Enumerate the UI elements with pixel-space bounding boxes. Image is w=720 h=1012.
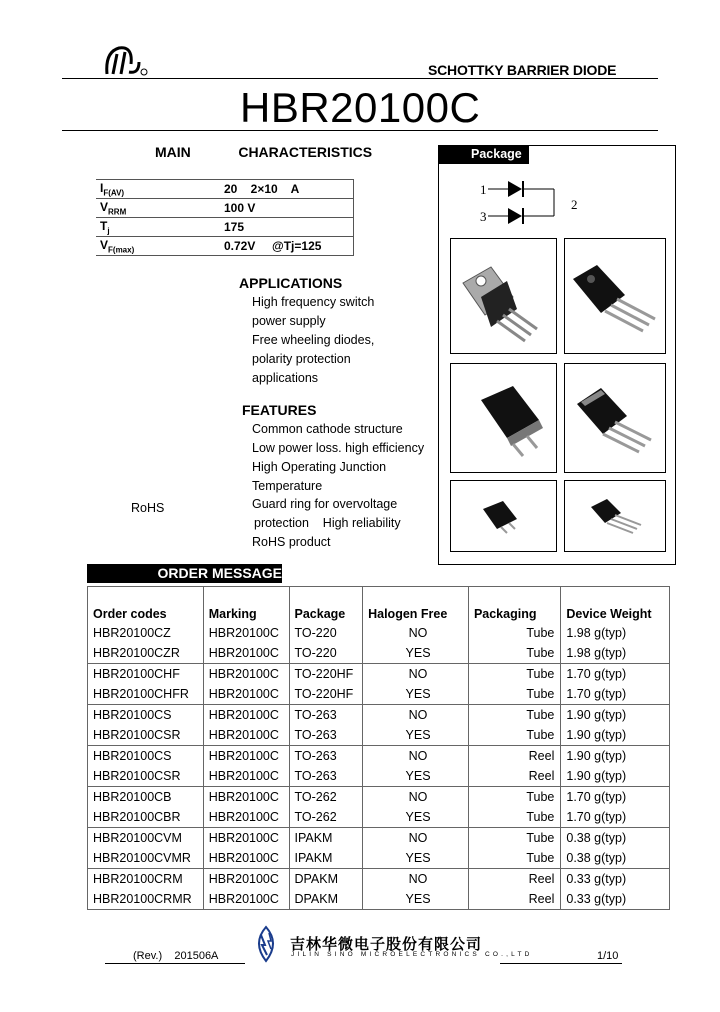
col-marking: Marking bbox=[203, 587, 289, 624]
packaging-cell: Reel bbox=[468, 889, 560, 910]
device-weight-cell: 1.90 g(typ) bbox=[561, 746, 670, 767]
revision: (Rev.) 201506A bbox=[133, 950, 219, 962]
application-item: applications bbox=[252, 371, 319, 385]
device-weight-cell: 1.98 g(typ) bbox=[561, 623, 670, 643]
marking-cell: HBR20100C bbox=[203, 807, 289, 828]
rohs-label: RoHS bbox=[131, 501, 165, 515]
order-code-cell: HBR20100CSR bbox=[88, 725, 204, 746]
marking-cell: HBR20100C bbox=[203, 889, 289, 910]
order-code-cell: HBR20100CS bbox=[88, 705, 204, 726]
char-value: 20 2×10 A bbox=[220, 180, 354, 199]
packaging-cell: Reel bbox=[468, 869, 560, 890]
order-code-cell: HBR20100CBR bbox=[88, 807, 204, 828]
packaging-cell: Tube bbox=[468, 807, 560, 828]
package-cell: TO-220 bbox=[289, 623, 363, 643]
feature-item: High Operating Junction bbox=[252, 460, 387, 474]
marking-cell: HBR20100C bbox=[203, 869, 289, 890]
package-cell: IPAKM bbox=[289, 848, 363, 869]
package-cell: TO-262 bbox=[289, 807, 363, 828]
halogen-free-cell: NO bbox=[363, 664, 469, 685]
company-logo bbox=[103, 44, 149, 78]
feature-item: RoHS product bbox=[252, 535, 331, 549]
feature-item: Low power loss. high efficiency bbox=[252, 441, 425, 455]
col-packaging: Packaging bbox=[468, 587, 560, 624]
package-panel-title: Package bbox=[438, 145, 529, 164]
order-row bbox=[88, 623, 670, 643]
char-row bbox=[96, 218, 354, 237]
marking-cell: HBR20100C bbox=[203, 623, 289, 643]
packaging-cell: Reel bbox=[468, 766, 560, 787]
feature-item: protection High reliability bbox=[254, 516, 401, 530]
packaging-cell: Tube bbox=[468, 643, 560, 664]
halogen-free-cell: NO bbox=[363, 705, 469, 726]
halogen-free-cell: YES bbox=[363, 684, 469, 705]
marking-cell: HBR20100C bbox=[203, 684, 289, 705]
marking-cell: HBR20100C bbox=[203, 725, 289, 746]
packaging-cell: Tube bbox=[468, 725, 560, 746]
footer-rule-right bbox=[500, 963, 622, 964]
main-characteristics-table bbox=[96, 179, 354, 256]
order-row bbox=[88, 705, 670, 726]
char-symbol: $V_{F(max)}$ bbox=[96, 237, 220, 256]
package-cell: TO-220HF bbox=[289, 664, 363, 685]
order-row bbox=[88, 664, 670, 685]
application-item: Free wheeling diodes, bbox=[252, 333, 375, 347]
company-name-cn: 吉林华微电子股份有限公司 bbox=[290, 936, 483, 953]
marking-cell: HBR20100C bbox=[203, 848, 289, 869]
order-row bbox=[88, 828, 670, 849]
order-code-cell: HBR20100CVMR bbox=[88, 848, 204, 869]
order-code-cell: HBR20100CZR bbox=[88, 643, 204, 664]
order-code-cell: HBR20100CZ bbox=[88, 623, 204, 643]
order-row bbox=[88, 848, 670, 869]
order-row bbox=[88, 807, 670, 828]
package-cell: TO-262 bbox=[289, 787, 363, 808]
main-characteristics-title: MAIN CHARACTERISTICS bbox=[155, 144, 373, 160]
char-symbol: $T_j$ bbox=[96, 218, 220, 237]
application-item: High frequency switch bbox=[252, 295, 375, 309]
packaging-cell: Tube bbox=[468, 684, 560, 705]
order-row bbox=[88, 889, 670, 910]
order-code-cell: HBR20100CHF bbox=[88, 664, 204, 685]
halogen-free-cell: YES bbox=[363, 848, 469, 869]
halogen-free-cell: YES bbox=[363, 725, 469, 746]
packaging-cell: Tube bbox=[468, 623, 560, 643]
order-row bbox=[88, 766, 670, 787]
package-cell: TO-263 bbox=[289, 705, 363, 726]
order-row bbox=[88, 643, 670, 664]
packaging-cell: Tube bbox=[468, 664, 560, 685]
marking-cell: HBR20100C bbox=[203, 643, 289, 664]
package-image-dpakm bbox=[450, 480, 557, 552]
title-rule bbox=[62, 130, 658, 131]
order-code-cell: HBR20100CVM bbox=[88, 828, 204, 849]
schematic-symbol bbox=[488, 178, 558, 226]
halogen-free-cell: YES bbox=[363, 889, 469, 910]
halogen-free-cell: YES bbox=[363, 766, 469, 787]
package-cell: TO-220 bbox=[289, 643, 363, 664]
package-cell: TO-220HF bbox=[289, 684, 363, 705]
marking-cell: HBR20100C bbox=[203, 746, 289, 767]
char-symbol: $V_{RRM}$ bbox=[96, 199, 220, 218]
pin-3-label: 3 bbox=[480, 209, 487, 224]
order-table-header bbox=[88, 587, 670, 624]
halogen-free-cell: NO bbox=[363, 623, 469, 643]
feature-item: Guard ring for overvoltage bbox=[252, 497, 398, 511]
char-row bbox=[96, 180, 354, 199]
device-weight-cell: 1.70 g(typ) bbox=[561, 664, 670, 685]
order-code-cell: HBR20100CRMR bbox=[88, 889, 204, 910]
order-code-cell: HBR20100CB bbox=[88, 787, 204, 808]
packaging-cell: Tube bbox=[468, 705, 560, 726]
order-table bbox=[87, 586, 670, 910]
packaging-cell: Tube bbox=[468, 787, 560, 808]
order-row bbox=[88, 787, 670, 808]
packaging-cell: Reel bbox=[468, 746, 560, 767]
device-weight-cell: 0.38 g(typ) bbox=[561, 848, 670, 869]
halogen-free-cell: YES bbox=[363, 643, 469, 664]
col-package: Package bbox=[289, 587, 363, 624]
char-value: 0.72V @Tj=125 bbox=[220, 237, 354, 256]
package-image-ipakm bbox=[564, 480, 666, 552]
order-code-cell: HBR20100CS bbox=[88, 746, 204, 767]
marking-cell: HBR20100C bbox=[203, 828, 289, 849]
device-weight-cell: 0.33 g(typ) bbox=[561, 889, 670, 910]
package-image-to220 bbox=[450, 238, 557, 354]
order-message-title: ORDER MESSAGE bbox=[87, 564, 282, 583]
device-weight-cell: 1.90 g(typ) bbox=[561, 766, 670, 787]
device-weight-cell: 1.90 g(typ) bbox=[561, 725, 670, 746]
package-cell: TO-263 bbox=[289, 766, 363, 787]
char-symbol: $I_{F(AV)}$ bbox=[96, 180, 220, 199]
features-title: FEATURES bbox=[242, 402, 317, 418]
part-number-title: HBR20100C bbox=[240, 84, 481, 131]
order-row bbox=[88, 869, 670, 890]
char-row bbox=[96, 237, 354, 256]
pin-2-label: 2 bbox=[571, 197, 578, 212]
package-cell: DPAKM bbox=[289, 889, 363, 910]
char-row bbox=[96, 199, 354, 218]
package-image-to263 bbox=[450, 363, 557, 473]
package-image-to262 bbox=[564, 363, 666, 473]
package-cell: TO-263 bbox=[289, 746, 363, 767]
device-weight-cell: 1.70 g(typ) bbox=[561, 787, 670, 808]
company-name-en: JILIN SINO MICROELECTRONICS CO.,LTD bbox=[291, 951, 533, 958]
halogen-free-cell: NO bbox=[363, 828, 469, 849]
order-code-cell: HBR20100CHFR bbox=[88, 684, 204, 705]
device-weight-cell: 1.98 g(typ) bbox=[561, 643, 670, 664]
char-value: 175 bbox=[220, 218, 354, 237]
feature-item: Temperature bbox=[252, 479, 323, 493]
application-item: polarity protection bbox=[252, 352, 351, 366]
footer-rule-left bbox=[105, 963, 245, 964]
device-weight-cell: 0.33 g(typ) bbox=[561, 869, 670, 890]
marking-cell: HBR20100C bbox=[203, 787, 289, 808]
order-row bbox=[88, 684, 670, 705]
order-code-cell: HBR20100CSR bbox=[88, 766, 204, 787]
device-weight-cell: 1.90 g(typ) bbox=[561, 705, 670, 726]
package-cell: TO-263 bbox=[289, 725, 363, 746]
device-weight-cell: 1.70 g(typ) bbox=[561, 684, 670, 705]
order-code-cell: HBR20100CRM bbox=[88, 869, 204, 890]
applications-title: APPLICATIONS bbox=[239, 275, 343, 291]
halogen-free-cell: NO bbox=[363, 787, 469, 808]
halogen-free-cell: YES bbox=[363, 807, 469, 828]
order-row bbox=[88, 725, 670, 746]
char-value: 100 V bbox=[220, 199, 354, 218]
halogen-free-cell: NO bbox=[363, 746, 469, 767]
package-cell: IPAKM bbox=[289, 828, 363, 849]
package-cell: DPAKM bbox=[289, 869, 363, 890]
packaging-cell: Tube bbox=[468, 848, 560, 869]
marking-cell: HBR20100C bbox=[203, 766, 289, 787]
device-weight-cell: 1.70 g(typ) bbox=[561, 807, 670, 828]
page-number: 1/10 bbox=[597, 950, 619, 962]
packaging-cell: Tube bbox=[468, 828, 560, 849]
document-type: SCHOTTKY BARRIER DIODE bbox=[428, 62, 617, 78]
marking-cell: HBR20100C bbox=[203, 705, 289, 726]
col-device-weight: Device Weight bbox=[561, 587, 670, 624]
application-item: power supply bbox=[252, 314, 326, 328]
package-image-to220hf bbox=[564, 238, 666, 354]
halogen-free-cell: NO bbox=[363, 869, 469, 890]
marking-cell: HBR20100C bbox=[203, 664, 289, 685]
col-order-codes: Order codes bbox=[88, 587, 204, 624]
pin-1-label: 1 bbox=[480, 182, 487, 197]
order-row bbox=[88, 746, 670, 767]
col-halogen-free: Halogen Free bbox=[363, 587, 469, 624]
company-emblem-icon bbox=[250, 925, 282, 963]
feature-item: Common cathode structure bbox=[252, 422, 403, 436]
header-rule bbox=[62, 78, 658, 79]
device-weight-cell: 0.38 g(typ) bbox=[561, 828, 670, 849]
